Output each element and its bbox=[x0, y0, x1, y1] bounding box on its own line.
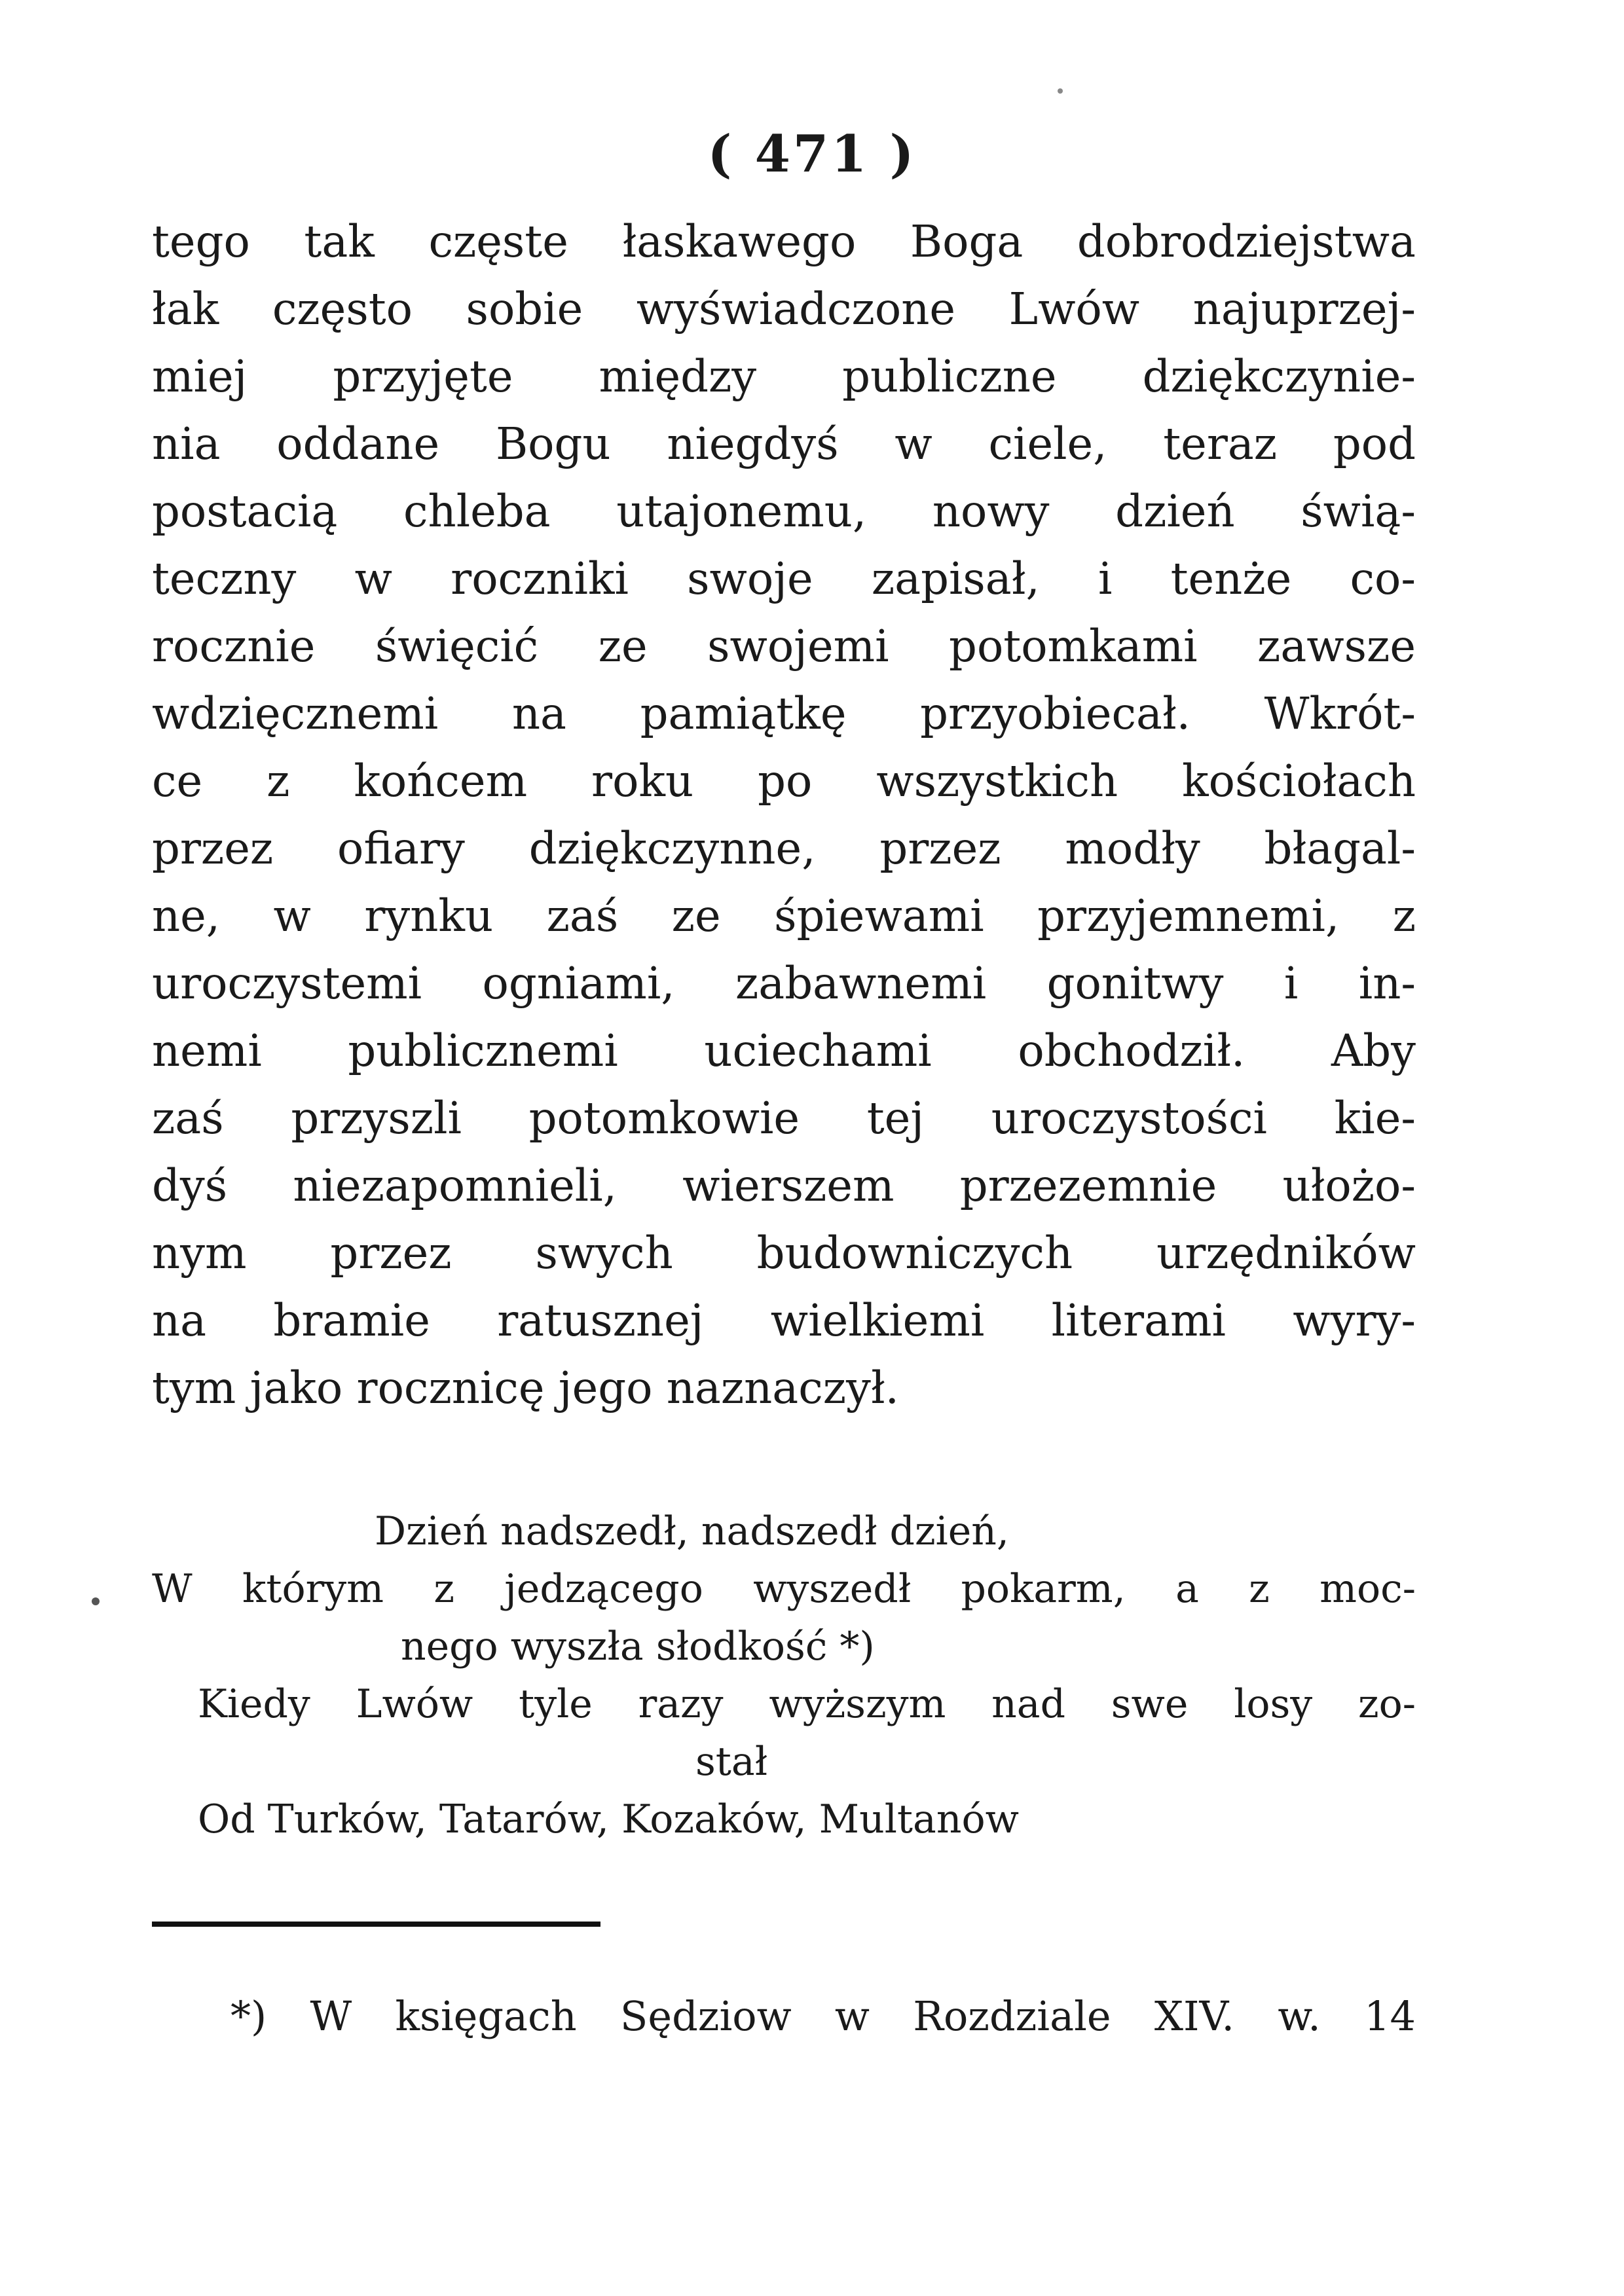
verse-line: Od Turków, Tatarów, Kozaków, Multanów bbox=[198, 1796, 1019, 1842]
page-number: ( 471 ) bbox=[707, 124, 917, 184]
paragraph-line: ce z końcem roku po wszystkich kościołach bbox=[152, 756, 1416, 807]
paragraph-line: przez ofiary dziękczynne, przez modły błagal- bbox=[152, 823, 1416, 874]
paragraph-line: łak często sobie wyświadczone Lwów najuprzej- bbox=[152, 283, 1416, 335]
main-paragraph bbox=[152, 208, 1416, 1422]
verse-line: W którym z jedzącego wyszedł pokarm, a z moc- bbox=[152, 1566, 1416, 1612]
ink-speck bbox=[1058, 88, 1063, 94]
paragraph-line: na bramie ratusznej wielkiemi literami wyry- bbox=[152, 1295, 1416, 1346]
paragraph-line: nemi publicznemi uciechami obchodził. Aby bbox=[152, 1025, 1416, 1076]
verse-line: Kiedy Lwów tyle razy wyższym nad swe losy zo- bbox=[198, 1681, 1416, 1727]
paragraph-line: tego tak częste łaskawego Boga dobrodziejstwa bbox=[152, 216, 1416, 267]
paragraph-line: ne, w rynku zaś ze śpiewami przyjemnemi, z bbox=[152, 890, 1416, 941]
ink-speck bbox=[92, 1597, 100, 1605]
paragraph-line: nym przez swych budowniczych urzędników bbox=[152, 1228, 1416, 1279]
footnote-divider bbox=[152, 1922, 600, 1927]
paragraph-line: uroczystemi ogniami, zabawnemi gonitwy i in- bbox=[152, 958, 1416, 1009]
verse-line: stał bbox=[695, 1739, 768, 1785]
paragraph-line: miej przyjęte między publiczne dziękczynie- bbox=[152, 351, 1416, 402]
paragraph-line: zaś przyszli potomkowie tej uroczystości kie- bbox=[152, 1093, 1416, 1144]
paragraph-line: nia oddane Bogu niegdyś w ciele, teraz pod bbox=[152, 418, 1416, 469]
paragraph-line: postacią chleba utajonemu, nowy dzień świą- bbox=[152, 486, 1416, 537]
verse-line: Dzień nadszedł, nadszedł dzień, bbox=[375, 1508, 1009, 1554]
paragraph-line: dyś niezapomnieli, wierszem przezemnie ułożo- bbox=[152, 1160, 1416, 1211]
paragraph-line: wdzięcznemi na pamiątkę przyobiecał. Wkrót- bbox=[152, 688, 1416, 739]
verse-line: nego wyszła słodkość *) bbox=[401, 1624, 875, 1669]
paragraph-line: rocznie święcić ze swojemi potomkami zawsze bbox=[152, 621, 1416, 672]
inscription-verse bbox=[152, 1503, 1416, 1848]
footnote: *) W księgach Sędziow w Rozdziale XIV. w. 14 bbox=[231, 1992, 1416, 2040]
paragraph-line: teczny w roczniki swoje zapisał, i tenże co- bbox=[152, 553, 1416, 604]
paragraph-line: tym jako rocznicę jego naznaczył. bbox=[152, 1362, 899, 1413]
